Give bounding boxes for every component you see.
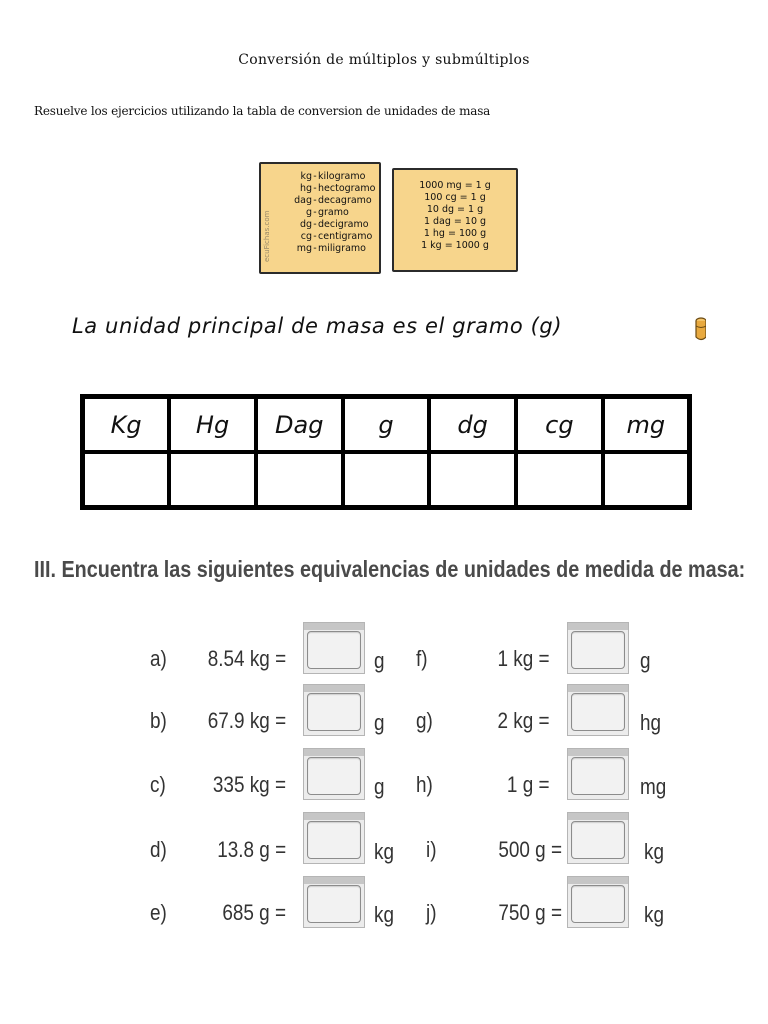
exercise-expression: 67.9 kg = <box>207 708 286 733</box>
unit-header: g <box>343 397 430 453</box>
equivalence-line: 100 cg = 1 g <box>424 192 486 203</box>
exercise-unit: mg <box>640 774 667 799</box>
exercise-letter: f) <box>416 646 428 671</box>
unit-abbr: hg <box>299 183 312 194</box>
unit-abbr: kg <box>300 171 312 182</box>
blank-cell[interactable] <box>169 452 256 508</box>
exercise-expression: 13.8 g = <box>217 837 286 862</box>
unit-header: dg <box>429 397 516 453</box>
answer-box[interactable] <box>303 748 365 800</box>
exercise-expression: 8.54 kg = <box>207 646 286 671</box>
page-title: Conversión de múltiplos y submúltiplos <box>238 52 530 68</box>
exercise-letter: d) <box>150 837 167 862</box>
unit-abbr: dag <box>294 195 312 206</box>
exercise-letter: h) <box>416 772 433 797</box>
exercise-expression: 2 kg = <box>497 708 550 733</box>
blank-cell[interactable] <box>603 452 690 508</box>
unit-header: Kg <box>83 397 170 453</box>
exercise-expression: 1 g = <box>507 772 550 797</box>
unit-row: dag - decagramo <box>282 195 375 207</box>
principal-unit-statement: La unidad principal de masa es el gramo (g) <box>72 314 563 338</box>
unit-abbr: dg <box>299 219 312 230</box>
blank-cell[interactable] <box>429 452 516 508</box>
answer-box[interactable] <box>567 812 629 864</box>
unit-header: Dag <box>256 397 343 453</box>
unit-row: kg - kilogramo <box>282 171 375 183</box>
exercise-expression: 750 g = <box>498 900 562 925</box>
exercise-letter: i) <box>426 837 437 862</box>
unit-row: g - gramo <box>282 207 375 219</box>
unit-name: miligramo <box>318 243 366 254</box>
blank-cell[interactable] <box>83 452 170 508</box>
equivalence-line: 1 kg = 1000 g <box>421 240 489 251</box>
unit-name: kilogramo <box>318 171 366 182</box>
answer-box[interactable] <box>567 748 629 800</box>
unit-table-header-row <box>83 397 690 453</box>
answer-box[interactable] <box>567 622 629 674</box>
units-list <box>282 171 375 255</box>
exercise-expression: 500 g = <box>498 837 562 862</box>
section-heading: III. Encuentra las siguientes equivalencias de unidades de medida de masa: <box>34 556 746 582</box>
blank-cell[interactable] <box>256 452 343 508</box>
unit-abbr: g <box>305 207 312 218</box>
blank-cell[interactable] <box>343 452 430 508</box>
unit-abbr: cg <box>300 231 312 242</box>
unit-row: hg - hectogramo <box>282 183 375 195</box>
answer-box[interactable] <box>303 876 365 928</box>
answer-box[interactable] <box>303 812 365 864</box>
unit-name: centigramo <box>318 231 373 242</box>
exercise-unit: g <box>374 774 385 799</box>
equivalences-list <box>394 180 516 252</box>
unit-row: dg - decigramo <box>282 219 375 231</box>
instructions: Resuelve los ejercicios utilizando la tabla de conversion de unidades de masa <box>34 104 491 118</box>
equivalences-card <box>392 168 518 272</box>
unit-abbr: mg <box>296 243 312 254</box>
drum-icon <box>690 316 706 342</box>
exercise-unit: kg <box>644 902 664 927</box>
answer-box[interactable] <box>567 684 629 736</box>
exercise-unit: kg <box>374 902 394 927</box>
unit-name: decagramo <box>318 195 372 206</box>
unit-header: cg <box>516 397 603 453</box>
exercise-letter: c) <box>150 772 166 797</box>
exercise-letter: e) <box>150 900 167 925</box>
exercise-expression: 685 g = <box>222 900 286 925</box>
equivalence-line: 10 dg = 1 g <box>426 204 484 215</box>
exercise-letter: g) <box>416 708 433 733</box>
unit-row: mg - miligramo <box>282 243 375 255</box>
equivalence-line: 1000 mg = 1 g <box>419 180 491 191</box>
exercise-unit: g <box>374 648 385 673</box>
unit-name: gramo <box>318 207 349 218</box>
answer-box[interactable] <box>567 876 629 928</box>
answer-box[interactable] <box>303 684 365 736</box>
unit-table-blank-row <box>83 452 690 508</box>
blank-cell[interactable] <box>516 452 603 508</box>
exercise-expression: 335 kg = <box>212 772 286 797</box>
unit-header: mg <box>603 397 690 453</box>
units-reference-card <box>259 162 381 274</box>
exercise-letter: b) <box>150 708 167 733</box>
exercise-unit: kg <box>374 839 394 864</box>
exercise-unit: hg <box>640 710 662 735</box>
unit-table <box>80 394 692 510</box>
watermark: ecuFichas.com <box>263 210 271 262</box>
unit-name: hectogramo <box>318 183 376 194</box>
unit-row: cg - centigramo <box>282 231 375 243</box>
exercise-unit: kg <box>644 839 664 864</box>
answer-box[interactable] <box>303 622 365 674</box>
equivalence-line: 1 hg = 100 g <box>423 228 487 239</box>
exercise-unit: g <box>374 710 385 735</box>
unit-header: Hg <box>169 397 256 453</box>
unit-name: decigramo <box>318 219 369 230</box>
exercise-unit: g <box>640 648 651 673</box>
exercise-letter: a) <box>150 646 167 671</box>
exercise-expression: 1 kg = <box>497 646 550 671</box>
equivalence-line: 1 dag = 10 g <box>423 216 487 227</box>
exercise-letter: j) <box>426 900 437 925</box>
